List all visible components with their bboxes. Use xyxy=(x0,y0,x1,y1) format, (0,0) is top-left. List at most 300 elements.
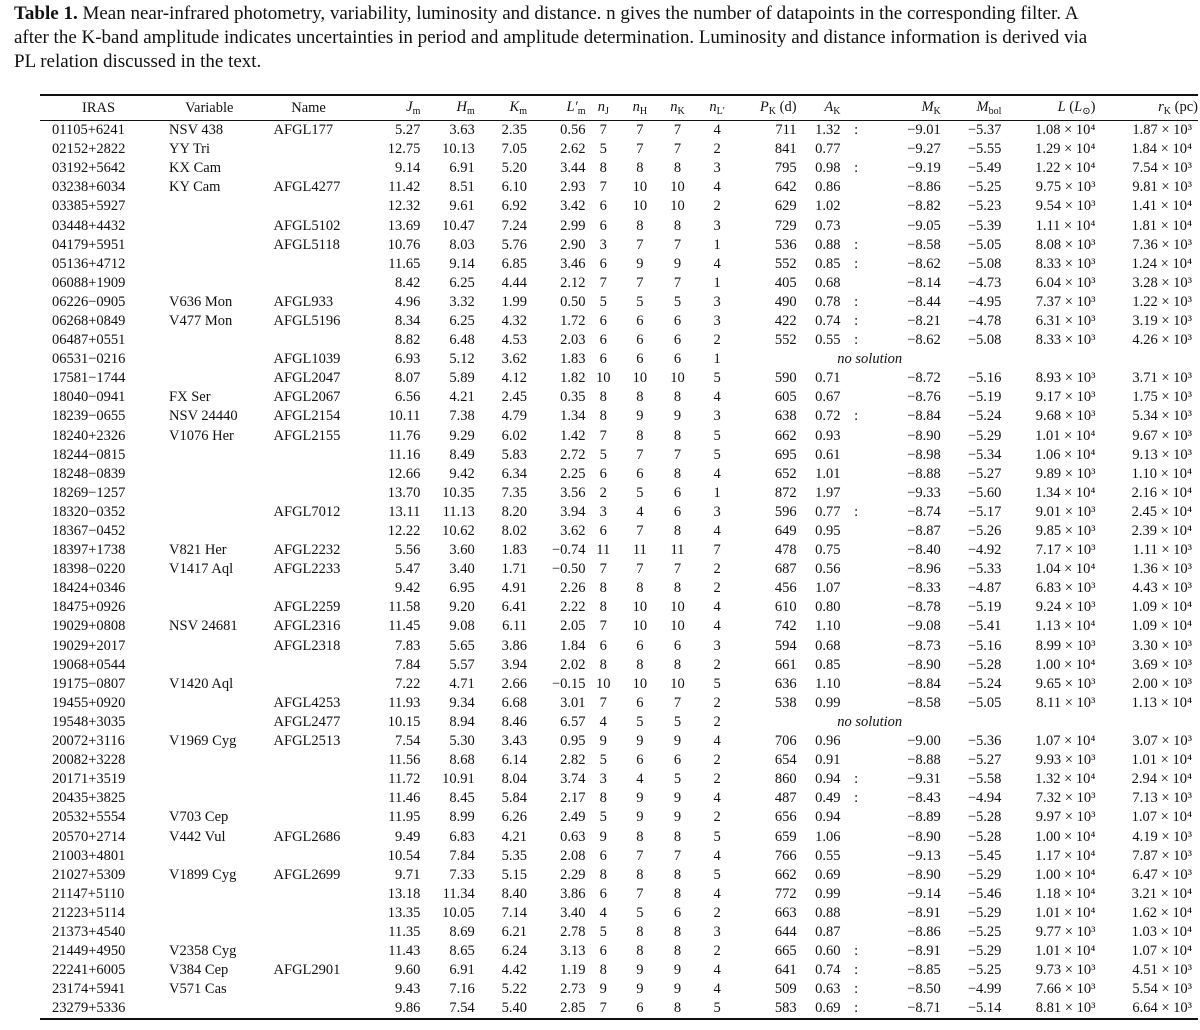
cell-mbol: −5.27 xyxy=(967,465,1002,482)
cell-iras: 20171+3519 xyxy=(52,771,126,788)
cell-mbol: −5.41 xyxy=(967,618,1002,635)
cell-period: 661 xyxy=(774,656,797,673)
cell-luminosity: 9.75 × 10³ xyxy=(1035,179,1096,196)
cell-nj: 5 xyxy=(599,923,607,940)
col-header-flag xyxy=(840,95,871,121)
cell-amplitude: 0.93 xyxy=(815,427,841,444)
cell-lm: 3.40 xyxy=(560,904,586,921)
cell-mk: −8.88 xyxy=(907,465,941,482)
cell-flag: : xyxy=(854,312,859,329)
cell-variable: V1969 Cyg xyxy=(169,733,237,750)
col-header-nl: $n_{L'}$ xyxy=(709,99,725,117)
cell-nk: 6 xyxy=(673,332,682,349)
cell-mbol: −5.29 xyxy=(967,427,1002,444)
cell-jm: 9.86 xyxy=(395,1000,421,1017)
cell-lm: 3.13 xyxy=(560,943,586,960)
cell-name xyxy=(262,808,356,827)
cell-mbol: −5.05 xyxy=(967,694,1002,711)
cell-name xyxy=(262,789,356,808)
cell-name: AFGL4253 xyxy=(273,694,341,711)
cell-distance: 1.24 × 10⁴ xyxy=(1131,255,1192,272)
cell-hm: 7.16 xyxy=(449,981,475,998)
cell-nk: 10 xyxy=(670,370,685,387)
cell-variable xyxy=(157,847,262,866)
cell-mbol: −5.23 xyxy=(967,198,1002,215)
cell-jm: 13.11 xyxy=(388,503,421,520)
cell-iras: 23279+5336 xyxy=(52,1000,126,1017)
cell-amplitude: 0.98 xyxy=(815,160,841,177)
caption-line-2: after the K-band amplitude indicates uncertainties in period and amplitude determination. Luminosity and distance information is derived via xyxy=(14,27,1088,48)
cell-flag xyxy=(840,885,871,904)
cell-nl: 2 xyxy=(713,771,721,788)
cell-luminosity: 1.07 × 10⁴ xyxy=(1035,733,1096,750)
cell-jm: 8.34 xyxy=(395,312,421,329)
cell-mk: −8.72 xyxy=(907,370,941,387)
cell-iras: 17581−1744 xyxy=(52,370,126,387)
cell-nh: 8 xyxy=(636,923,644,940)
cell-jm: 6.56 xyxy=(395,389,421,406)
cell-lm: 3.44 xyxy=(560,160,586,177)
cell-nj: 8 xyxy=(599,790,607,807)
cell-nl: 5 xyxy=(713,1000,721,1017)
col-header-mk: $M_K$ xyxy=(921,99,941,117)
cell-nh: 6 xyxy=(636,312,644,329)
cell-mbol: −4.78 xyxy=(967,312,1002,329)
cell-nh: 8 xyxy=(636,580,644,597)
cell-iras: 18320−0352 xyxy=(52,503,126,520)
cell-mbol: −5.49 xyxy=(967,160,1002,177)
table-row xyxy=(40,751,1198,770)
cell-hm: 5.30 xyxy=(449,733,475,750)
cell-nj: 6 xyxy=(599,217,607,234)
cell-nl: 4 xyxy=(713,790,721,807)
cell-distance: 1.11 × 10³ xyxy=(1132,542,1192,559)
cell-jm: 11.65 xyxy=(388,255,421,272)
cell-lm: 2.99 xyxy=(560,217,586,234)
cell-iras: 20072+3116 xyxy=(52,733,125,750)
cell-nl: 5 xyxy=(713,675,721,692)
cell-km: 4.42 xyxy=(501,962,527,979)
cell-flag: : xyxy=(854,293,859,310)
cell-distance: 2.45 × 10⁴ xyxy=(1131,503,1192,520)
cell-amplitude: 0.85 xyxy=(815,656,841,673)
cell-name: AFGL2901 xyxy=(273,962,341,979)
cell-nh: 10 xyxy=(632,179,648,196)
cell-amplitude: 0.91 xyxy=(815,752,841,769)
cell-nl: 3 xyxy=(713,217,721,234)
cell-nl: 2 xyxy=(713,332,721,349)
cell-nk: 5 xyxy=(673,293,682,310)
cell-period: 665 xyxy=(774,943,797,960)
empty-cell xyxy=(1095,350,1198,369)
cell-hm: 8.49 xyxy=(449,446,475,463)
cell-nk: 6 xyxy=(673,637,682,654)
cell-name: AFGL2233 xyxy=(273,561,341,578)
cell-lm: 3.62 xyxy=(560,523,586,540)
cell-iras: 21027+5309 xyxy=(52,866,126,883)
cell-variable xyxy=(157,770,262,789)
cell-amplitude: 1.97 xyxy=(815,484,841,501)
cell-variable xyxy=(157,331,262,350)
cell-jm: 9.49 xyxy=(395,828,421,845)
cell-hm: 8.51 xyxy=(449,179,475,196)
cell-luminosity: 1.08 × 10⁴ xyxy=(1035,122,1096,139)
cell-jm: 6.93 xyxy=(395,351,421,368)
photometry-table xyxy=(40,94,1198,1020)
cell-luminosity: 8.99 × 10³ xyxy=(1035,637,1096,654)
cell-mbol: −5.08 xyxy=(967,255,1002,272)
cell-variable xyxy=(157,274,262,293)
cell-amplitude: 0.56 xyxy=(815,561,841,578)
cell-nj: 9 xyxy=(599,733,607,750)
cell-flag xyxy=(840,923,871,942)
cell-period: 638 xyxy=(774,408,797,425)
cell-luminosity: 1.32 × 10⁴ xyxy=(1035,771,1096,788)
cell-amplitude: 0.67 xyxy=(815,389,841,406)
cell-nh: 9 xyxy=(636,733,644,750)
cell-mk: −8.33 xyxy=(907,580,941,597)
cell-variable: NSV 438 xyxy=(169,122,224,139)
cell-mbol: −5.28 xyxy=(967,656,1002,673)
cell-variable xyxy=(157,598,262,617)
table-row xyxy=(40,293,1198,312)
cell-jm: 9.42 xyxy=(395,580,421,597)
cell-name xyxy=(262,751,356,770)
cell-amplitude: 0.86 xyxy=(815,179,841,196)
cell-luminosity: 8.08 × 10³ xyxy=(1035,236,1096,253)
cell-nk: 6 xyxy=(673,904,682,921)
cell-amplitude: 1.32 xyxy=(815,122,841,139)
cell-mk: −8.84 xyxy=(907,675,941,692)
cell-luminosity: 9.73 × 10³ xyxy=(1035,962,1096,979)
cell-period: 610 xyxy=(774,599,797,616)
cell-mk: −8.76 xyxy=(907,389,941,406)
table-body xyxy=(40,121,1198,1020)
cell-nj: 5 xyxy=(599,446,607,463)
col-header-jm: $J_m$ xyxy=(406,99,421,117)
cell-period: 490 xyxy=(774,293,797,310)
cell-mbol: −5.36 xyxy=(967,733,1002,750)
cell-nh: 10 xyxy=(632,675,648,692)
cell-period: 729 xyxy=(774,217,797,234)
cell-iras: 18244−0815 xyxy=(52,446,126,463)
cell-jm: 9.14 xyxy=(395,160,421,177)
cell-hm: 11.13 xyxy=(442,503,475,520)
cell-mk: −8.90 xyxy=(907,656,941,673)
cell-variable xyxy=(157,885,262,904)
cell-variable xyxy=(157,579,262,598)
cell-mbol: −5.17 xyxy=(967,503,1002,520)
cell-iras: 06487+0551 xyxy=(52,332,126,349)
cell-amplitude: 0.63 xyxy=(815,981,841,998)
cell-amplitude: 0.74 xyxy=(815,312,841,329)
cell-name: AFGL2318 xyxy=(273,637,341,654)
cell-flag: : xyxy=(854,1000,859,1017)
cell-name: AFGL2155 xyxy=(273,427,341,444)
cell-nj: 10 xyxy=(596,370,611,387)
cell-jm: 12.66 xyxy=(387,465,421,482)
cell-lm: 2.62 xyxy=(560,141,586,158)
cell-mk: −8.62 xyxy=(907,332,941,349)
cell-distance: 3.07 × 10³ xyxy=(1132,733,1192,750)
cell-flag: : xyxy=(854,255,859,272)
cell-mbol: −5.37 xyxy=(967,122,1002,139)
cell-lm: 3.01 xyxy=(560,694,586,711)
cell-variable xyxy=(157,637,262,656)
cell-mk: −8.73 xyxy=(907,637,941,654)
cell-jm: 13.18 xyxy=(387,885,421,902)
cell-variable xyxy=(157,465,262,484)
col-header-nh: $n_H$ xyxy=(632,99,648,117)
cell-mbol: −5.34 xyxy=(967,446,1002,463)
cell-hm: 3.40 xyxy=(449,561,475,578)
cell-mk: −8.58 xyxy=(907,236,941,253)
cell-name: AFGL933 xyxy=(273,293,334,310)
cell-variable: V1417 Aql xyxy=(169,561,234,578)
cell-distance: 1.36 × 10³ xyxy=(1132,561,1192,578)
cell-distance: 1.41 × 10⁴ xyxy=(1131,198,1192,215)
cell-mbol: −5.29 xyxy=(967,904,1002,921)
table-row xyxy=(40,522,1198,541)
cell-nh: 6 xyxy=(636,351,644,368)
cell-mk: −8.86 xyxy=(907,179,941,196)
cell-jm: 12.32 xyxy=(387,198,421,215)
cell-nl: 5 xyxy=(713,866,721,883)
table-row xyxy=(40,656,1198,675)
cell-iras: 21223+5114 xyxy=(52,904,125,921)
cell-flag xyxy=(840,484,871,503)
cell-amplitude: 0.94 xyxy=(815,771,841,788)
table-row xyxy=(40,446,1198,465)
cell-mbol: −5.55 xyxy=(967,141,1002,158)
cell-mk: −8.91 xyxy=(907,904,941,921)
cell-nj: 3 xyxy=(599,503,607,520)
cell-jm: 11.46 xyxy=(388,790,421,807)
table-row xyxy=(40,197,1198,216)
no-solution-cell: no solution xyxy=(837,351,903,368)
cell-nk: 10 xyxy=(670,198,685,215)
cell-nk: 5 xyxy=(673,713,682,730)
cell-nl: 2 xyxy=(713,713,721,730)
cell-mk: −8.50 xyxy=(907,981,941,998)
cell-variable: YY Tri xyxy=(169,141,211,158)
cell-mk: −8.90 xyxy=(907,427,941,444)
table-row xyxy=(40,541,1198,560)
cell-nh: 9 xyxy=(636,255,644,272)
cell-iras: 02152+2822 xyxy=(52,141,126,158)
cell-nh: 7 xyxy=(636,236,644,253)
cell-nh: 10 xyxy=(632,198,648,215)
cell-hm: 10.35 xyxy=(442,484,475,501)
cell-flag xyxy=(840,178,871,197)
cell-nl: 1 xyxy=(713,236,721,253)
cell-distance: 7.87 × 10³ xyxy=(1132,847,1192,864)
cell-hm: 9.42 xyxy=(449,465,475,482)
cell-distance: 2.39 × 10⁴ xyxy=(1131,523,1192,540)
cell-name: AFGL5196 xyxy=(273,312,341,329)
cell-jm: 10.11 xyxy=(388,408,421,425)
cell-mbol: −5.58 xyxy=(967,771,1002,788)
cell-jm: 10.76 xyxy=(387,236,421,253)
cell-flag: : xyxy=(854,332,859,349)
cell-iras: 19175−0807 xyxy=(52,675,126,692)
cell-variable: KY Cam xyxy=(169,179,221,196)
cell-flag xyxy=(840,369,871,388)
cell-nk: 8 xyxy=(673,427,682,444)
cell-name xyxy=(262,484,356,503)
cell-lm: 0.50 xyxy=(560,293,586,310)
cell-nj: 3 xyxy=(599,771,607,788)
cell-nh: 8 xyxy=(636,866,644,883)
cell-nl: 2 xyxy=(713,809,721,826)
cell-lm: 2.12 xyxy=(560,274,586,291)
cell-jm: 5.47 xyxy=(395,561,421,578)
cell-luminosity: 9.85 × 10³ xyxy=(1035,523,1096,540)
cell-mbol: −4.87 xyxy=(967,580,1002,597)
cell-lm: −0.15 xyxy=(551,675,586,692)
cell-distance: 4.43 × 10³ xyxy=(1132,580,1192,597)
cell-nl: 2 xyxy=(713,656,721,673)
cell-nj: 5 xyxy=(599,809,607,826)
cell-nj: 6 xyxy=(599,351,607,368)
cell-iras: 03238+6034 xyxy=(52,179,126,196)
cell-flag: : xyxy=(854,236,859,253)
cell-mk: −8.90 xyxy=(907,828,941,845)
cell-lm: 0.56 xyxy=(560,122,586,139)
cell-distance: 1.09 × 10⁴ xyxy=(1131,599,1192,616)
cell-hm: 5.12 xyxy=(449,351,475,368)
cell-lm: 2.82 xyxy=(560,752,586,769)
data-table-wrapper xyxy=(40,94,1198,1020)
cell-mbol: −5.33 xyxy=(967,561,1002,578)
cell-iras: 22241+6005 xyxy=(52,962,126,979)
cell-mk: −8.21 xyxy=(907,312,941,329)
cell-jm: 10.54 xyxy=(387,847,421,864)
cell-name xyxy=(262,675,356,694)
table-row xyxy=(40,732,1198,751)
cell-luminosity: 9.65 × 10³ xyxy=(1035,675,1096,692)
table-row xyxy=(40,637,1198,656)
cell-name: AFGL2232 xyxy=(273,542,341,559)
cell-km: 2.45 xyxy=(501,389,527,406)
cell-nj: 6 xyxy=(599,198,607,215)
cell-period: 662 xyxy=(774,866,797,883)
cell-nh: 4 xyxy=(636,771,644,788)
cell-lm: 2.93 xyxy=(560,179,586,196)
cell-luminosity: 1.11 × 10⁴ xyxy=(1035,217,1096,234)
cell-km: 6.14 xyxy=(501,752,527,769)
cell-amplitude: 0.75 xyxy=(815,542,841,559)
cell-amplitude: 1.10 xyxy=(815,675,841,692)
cell-lm: 1.83 xyxy=(560,351,586,368)
cell-name xyxy=(262,446,356,465)
cell-iras: 18367−0452 xyxy=(52,523,126,540)
cell-nh: 6 xyxy=(636,465,644,482)
cell-flag xyxy=(840,598,871,617)
cell-name xyxy=(262,579,356,598)
cell-name: AFGL1039 xyxy=(273,351,341,368)
col-header-km: $K_m$ xyxy=(509,99,527,117)
cell-luminosity: 1.00 × 10⁴ xyxy=(1035,828,1096,845)
cell-distance: 3.71 × 10³ xyxy=(1132,370,1192,387)
cell-period: 654 xyxy=(774,752,797,769)
cell-nh: 5 xyxy=(636,484,644,501)
caption-line-1: Mean near-infrared photometry, variability, luminosity and distance. n gives the number of datapoints in the corresponding filter. A xyxy=(82,3,1079,24)
cell-amplitude: 0.69 xyxy=(815,866,841,883)
cell-km: 7.35 xyxy=(501,484,527,501)
cell-name xyxy=(262,255,356,274)
cell-flag: : xyxy=(854,408,859,425)
cell-lm: 1.19 xyxy=(560,962,586,979)
cell-period: 552 xyxy=(774,332,797,349)
cell-lm: 3.94 xyxy=(560,503,586,520)
table-row xyxy=(40,388,1198,407)
cell-km: 6.02 xyxy=(501,427,527,444)
cell-luminosity: 1.17 × 10⁴ xyxy=(1035,847,1096,864)
cell-variable xyxy=(157,522,262,541)
cell-mk: −9.19 xyxy=(907,160,941,177)
cell-amplitude: 0.96 xyxy=(815,733,841,750)
cell-jm: 11.43 xyxy=(388,943,421,960)
cell-variable: V1899 Cyg xyxy=(169,866,237,883)
cell-distance: 1.22 × 10³ xyxy=(1132,293,1192,310)
cell-luminosity: 1.00 × 10⁴ xyxy=(1035,866,1096,883)
cell-period: 594 xyxy=(774,637,797,654)
cell-flag xyxy=(840,675,871,694)
cell-amplitude: 0.73 xyxy=(815,217,841,234)
cell-nh: 8 xyxy=(636,389,644,406)
cell-distance: 1.07 × 10⁴ xyxy=(1131,809,1192,826)
cell-luminosity: 1.01 × 10⁴ xyxy=(1035,943,1096,960)
cell-mk: −8.58 xyxy=(907,694,941,711)
cell-km: 6.26 xyxy=(501,809,527,826)
cell-lm: 1.82 xyxy=(560,370,586,387)
cell-distance: 9.67 × 10³ xyxy=(1132,427,1192,444)
cell-km: 2.66 xyxy=(501,675,527,692)
cell-amplitude: 0.87 xyxy=(815,923,841,940)
table-row xyxy=(40,140,1198,159)
cell-km: 8.02 xyxy=(501,523,527,540)
cell-iras: 20532+5554 xyxy=(52,809,126,826)
cell-variable: V442 Vul xyxy=(169,828,226,845)
cell-flag xyxy=(840,904,871,923)
cell-name xyxy=(262,942,356,961)
cell-nk: 7 xyxy=(673,847,682,864)
cell-nl: 3 xyxy=(713,160,721,177)
cell-flag xyxy=(840,656,871,675)
table-header xyxy=(40,95,1198,121)
cell-hm: 9.14 xyxy=(449,255,475,272)
cell-nk: 11 xyxy=(670,542,685,559)
cell-amplitude: 0.80 xyxy=(815,599,841,616)
col-header-iras: IRAS xyxy=(82,99,116,116)
cell-mk: −9.00 xyxy=(907,733,941,750)
cell-amplitude: 0.99 xyxy=(815,885,841,902)
cell-flag xyxy=(840,522,871,541)
cell-name: AFGL7012 xyxy=(273,503,341,520)
cell-name xyxy=(262,159,356,178)
cell-km: 1.71 xyxy=(501,561,527,578)
cell-variable: V1420 Aql xyxy=(169,675,234,692)
cell-jm: 9.60 xyxy=(395,962,421,979)
cell-variable xyxy=(157,216,262,235)
cell-name: AFGL2316 xyxy=(273,618,341,635)
cell-hm: 7.38 xyxy=(449,408,475,425)
cell-period: 872 xyxy=(774,484,797,501)
cell-luminosity: 8.11 × 10³ xyxy=(1036,694,1096,711)
cell-nk: 8 xyxy=(673,866,682,883)
table-row xyxy=(40,312,1198,331)
